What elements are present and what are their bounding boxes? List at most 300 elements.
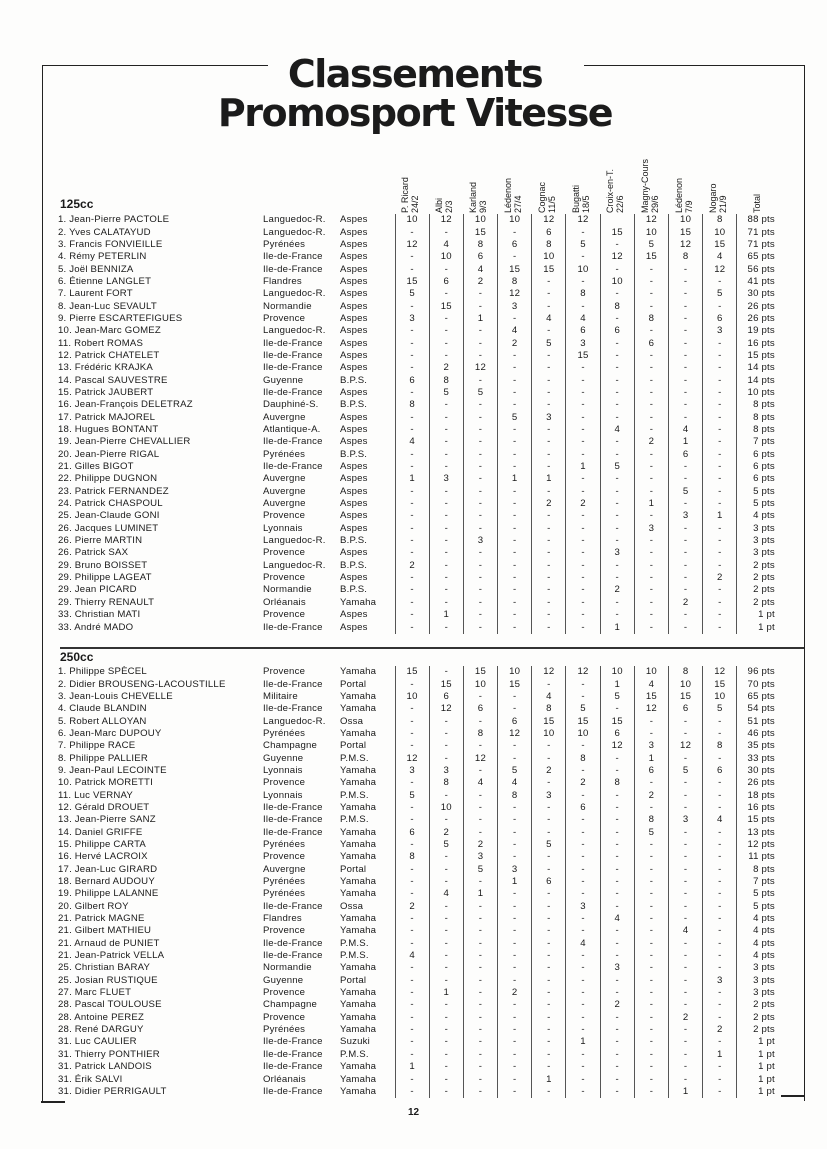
race-points: - xyxy=(395,486,429,498)
rider-brand: Yamaha xyxy=(340,801,377,813)
race-points: - xyxy=(669,263,703,275)
race-points: - xyxy=(429,864,463,876)
race-points: - xyxy=(669,572,703,584)
total-points: 88 pts xyxy=(737,214,787,226)
race-points: - xyxy=(395,424,429,436)
rider-brand: Aspes xyxy=(340,436,368,448)
total-points: 46 pts xyxy=(737,728,787,740)
rider-name: 1. Philippe SPÈCEL xyxy=(58,666,147,678)
race-points: 10 xyxy=(669,678,703,690)
total-points: 65 pts xyxy=(737,691,787,703)
race-points: - xyxy=(532,374,566,386)
race-points: 12 xyxy=(703,263,737,275)
race-points: - xyxy=(498,251,532,263)
race-points: - xyxy=(463,337,497,349)
rider-region: Ile-de-France xyxy=(263,349,323,361)
total-points: 7 pts xyxy=(737,436,787,448)
race-points: - xyxy=(395,913,429,925)
rider-name: 31. Patrick LANDOIS xyxy=(58,1061,152,1073)
race-points: - xyxy=(600,1036,634,1048)
race-points: - xyxy=(703,337,737,349)
race-points: 8 xyxy=(463,239,497,251)
rider-brand: B.P.S. xyxy=(340,584,368,596)
race-points: - xyxy=(395,387,429,399)
race-points: - xyxy=(463,1073,497,1085)
race-points: - xyxy=(429,789,463,801)
race-points: 2 xyxy=(703,1024,737,1036)
rider-name: 21. Gilbert MATHIEU xyxy=(58,925,152,937)
race-points: - xyxy=(498,999,532,1011)
race-points: 2 xyxy=(634,789,668,801)
race-points: 4 xyxy=(463,263,497,275)
race-points: 10 xyxy=(498,666,532,678)
race-points: - xyxy=(600,950,634,962)
race-points: - xyxy=(703,802,737,814)
total-points: 3 pts xyxy=(737,987,787,999)
race-points: 12 xyxy=(395,752,429,764)
total-points: 15 pts xyxy=(737,350,787,362)
race-points: - xyxy=(498,1049,532,1061)
race-points: 15 xyxy=(532,263,566,275)
rider-region: Ile-de-France xyxy=(263,900,323,912)
race-points: - xyxy=(429,1061,463,1073)
race-points: - xyxy=(669,802,703,814)
table-row xyxy=(58,523,787,535)
race-points: 6 xyxy=(600,325,634,337)
race-points: - xyxy=(566,851,600,863)
race-points: - xyxy=(395,777,429,789)
race-points: - xyxy=(463,1036,497,1048)
rider-name: 6. Jean-Marc DUPOUY xyxy=(58,727,162,739)
rider-brand: Suzuki xyxy=(340,1036,370,1048)
race-points: 1 xyxy=(669,1086,703,1098)
race-points: - xyxy=(395,584,429,596)
race-points: - xyxy=(600,1012,634,1024)
rider-brand: Yamaha xyxy=(340,764,377,776)
rider-brand: Yamaha xyxy=(340,1011,377,1023)
rider-brand: Yamaha xyxy=(340,826,377,838)
total-points: 70 pts xyxy=(737,678,787,690)
race-points: - xyxy=(703,300,737,312)
rider-name: 29. Philippe LAGEAT xyxy=(58,572,152,584)
race-points: - xyxy=(498,851,532,863)
race-points: - xyxy=(498,584,532,596)
race-points: - xyxy=(600,925,634,937)
race-points: - xyxy=(669,560,703,572)
race-points: - xyxy=(532,826,566,838)
race-points: 1 xyxy=(566,1036,600,1048)
total-points: 16 pts xyxy=(737,802,787,814)
race-points: - xyxy=(669,387,703,399)
rider-name: 21. Patrick MAGNE xyxy=(58,913,145,925)
race-points: - xyxy=(498,374,532,386)
race-points: - xyxy=(498,461,532,473)
total-points: 19 pts xyxy=(737,325,787,337)
race-points: - xyxy=(429,449,463,461)
total-points: 2 pts xyxy=(737,999,787,1011)
race-points: - xyxy=(703,621,737,633)
race-points: - xyxy=(532,276,566,288)
race-points: 8 xyxy=(532,703,566,715)
rider-brand: P.M.S. xyxy=(340,789,369,801)
race-points: - xyxy=(566,1073,600,1085)
race-points: - xyxy=(634,1061,668,1073)
table-row xyxy=(58,251,787,263)
section-label-250cc: 250cc xyxy=(60,650,94,664)
table-row xyxy=(58,597,787,609)
rider-brand: Portal xyxy=(340,740,367,752)
race-points: - xyxy=(498,387,532,399)
race-points: 3 xyxy=(634,740,668,752)
table-row xyxy=(58,864,787,876)
table-row xyxy=(58,313,787,325)
race-points: 10 xyxy=(600,276,634,288)
race-points: 1 xyxy=(634,498,668,510)
rider-region: Militaire xyxy=(263,690,298,702)
race-points: - xyxy=(395,987,429,999)
race-points: 3 xyxy=(463,851,497,863)
race-points: - xyxy=(498,510,532,522)
race-points: - xyxy=(703,547,737,559)
race-points: 3 xyxy=(669,510,703,522)
race-points: - xyxy=(498,436,532,448)
rider-brand: Yamaha xyxy=(340,876,377,888)
race-points: - xyxy=(395,226,429,238)
rider-name: 27. Marc FLUET xyxy=(58,987,132,999)
race-points: 15 xyxy=(703,239,737,251)
race-points: - xyxy=(463,950,497,962)
race-points: - xyxy=(566,374,600,386)
race-points: - xyxy=(669,584,703,596)
race-points: - xyxy=(395,1012,429,1024)
race-points: - xyxy=(703,1012,737,1024)
race-points: - xyxy=(566,740,600,752)
rider-region: Auvergne xyxy=(263,498,306,510)
rider-brand: P.M.S. xyxy=(340,752,369,764)
race-points: - xyxy=(703,362,737,374)
race-points: - xyxy=(498,560,532,572)
race-points: 10 xyxy=(395,214,429,226)
race-points: - xyxy=(600,572,634,584)
race-points: - xyxy=(498,1073,532,1085)
table-row xyxy=(58,1073,787,1085)
race-points: - xyxy=(429,715,463,727)
table-row xyxy=(58,572,787,584)
rider-region: Lyonnais xyxy=(263,522,303,534)
race-points: - xyxy=(566,814,600,826)
table-row xyxy=(58,715,787,727)
total-points: 26 pts xyxy=(737,313,787,325)
rider-region: Provence xyxy=(263,547,306,559)
race-points: - xyxy=(463,987,497,999)
total-points: 1 pt xyxy=(737,1049,787,1061)
rider-region: Ile-de-France xyxy=(263,950,323,962)
race-points: 8 xyxy=(429,374,463,386)
table-row xyxy=(58,584,787,596)
race-points: 4 xyxy=(429,888,463,900)
total-points: 71 pts xyxy=(737,239,787,251)
rider-brand: Yamaha xyxy=(340,962,377,974)
race-points: 1 xyxy=(566,461,600,473)
race-points: - xyxy=(429,436,463,448)
race-points: - xyxy=(463,789,497,801)
rider-name: 19. Philippe LALANNE xyxy=(58,888,159,900)
table-row xyxy=(58,1012,787,1024)
rider-name: 28. Pascal TOULOUSE xyxy=(58,999,162,1011)
rider-name: 29. Jean PICARD xyxy=(58,584,137,596)
race-points: 8 xyxy=(600,777,634,789)
race-points: 2 xyxy=(463,839,497,851)
race-points: - xyxy=(669,399,703,411)
race-points: - xyxy=(463,609,497,621)
race-points: - xyxy=(498,1086,532,1098)
rider-brand: Portal xyxy=(340,974,367,986)
table-row xyxy=(58,621,787,633)
race-points: 4 xyxy=(429,239,463,251)
rider-name: 3. Jean-Louis CHEVELLE xyxy=(58,690,173,702)
rider-region: Ile-de-France xyxy=(263,337,323,349)
total-points: 4 pts xyxy=(737,925,787,937)
rider-name: 18. Hugues BONTANT xyxy=(58,424,159,436)
race-points: - xyxy=(498,691,532,703)
race-points: - xyxy=(395,925,429,937)
rider-name: 29. Thierry RENAULT xyxy=(58,596,155,608)
race-points: 3 xyxy=(498,864,532,876)
rider-name: 13. Jean-Pierre SANZ xyxy=(58,814,156,826)
race-points: 3 xyxy=(498,300,532,312)
race-points: - xyxy=(429,814,463,826)
race-points: 15 xyxy=(600,715,634,727)
race-points: 2 xyxy=(669,597,703,609)
race-points: - xyxy=(669,1049,703,1061)
race-points: 4 xyxy=(498,325,532,337)
race-points: 1 xyxy=(463,888,497,900)
rider-name: 33. André MADO xyxy=(58,621,134,633)
race-points: - xyxy=(703,851,737,863)
page-title xyxy=(150,52,680,135)
race-points: - xyxy=(463,826,497,838)
race-points: 3 xyxy=(429,765,463,777)
race-points: - xyxy=(634,864,668,876)
race-points: - xyxy=(395,510,429,522)
race-points: - xyxy=(600,337,634,349)
total-points: 8 pts xyxy=(737,424,787,436)
table-row xyxy=(58,789,787,801)
race-points: - xyxy=(600,510,634,522)
rider-brand: Aspes xyxy=(340,461,368,473)
race-points: - xyxy=(463,1049,497,1061)
race-points: - xyxy=(566,1012,600,1024)
race-points: - xyxy=(703,609,737,621)
race-points: - xyxy=(600,609,634,621)
race-points: 6 xyxy=(634,765,668,777)
race-points: - xyxy=(634,999,668,1011)
race-points: - xyxy=(634,473,668,485)
race-points: 15 xyxy=(498,678,532,690)
rider-brand: Aspes xyxy=(340,362,368,374)
race-points: 10 xyxy=(463,214,497,226)
race-points: - xyxy=(463,1086,497,1098)
total-points: 7 pts xyxy=(737,876,787,888)
race-points: - xyxy=(600,752,634,764)
column-header-2: Karland 9/3 xyxy=(468,181,488,213)
race-points: 4 xyxy=(532,313,566,325)
race-points: - xyxy=(703,486,737,498)
race-points: - xyxy=(498,1024,532,1036)
race-points: 4 xyxy=(600,913,634,925)
race-points: - xyxy=(669,374,703,386)
race-points: - xyxy=(634,777,668,789)
table-row xyxy=(58,300,787,312)
total-points: 2 pts xyxy=(737,584,787,596)
rider-region: Pyrénées xyxy=(263,888,306,900)
race-points: 3 xyxy=(566,901,600,913)
race-points: 8 xyxy=(532,239,566,251)
rider-name: 10. Patrick MORETTI xyxy=(58,777,153,789)
race-points: 4 xyxy=(669,925,703,937)
race-points: - xyxy=(429,597,463,609)
rider-brand: Aspes xyxy=(340,485,368,497)
race-points: - xyxy=(634,621,668,633)
race-points: - xyxy=(532,1061,566,1073)
race-points: - xyxy=(463,486,497,498)
table-row xyxy=(58,226,787,238)
column-header-8: Lédenon 7/9 xyxy=(674,177,694,213)
race-points: - xyxy=(600,387,634,399)
rider-name: 8. Philippe PALLIER xyxy=(58,752,149,764)
race-points: - xyxy=(634,975,668,987)
race-points: - xyxy=(395,523,429,535)
rider-name: 9. Pierre ESCARTEFIGUES xyxy=(58,312,183,324)
rider-name: 25. Christian BARAY xyxy=(58,962,151,974)
race-points: - xyxy=(532,938,566,950)
race-points: - xyxy=(532,913,566,925)
rider-brand: Aspes xyxy=(340,621,368,633)
total-points: 3 pts xyxy=(737,547,787,559)
total-points: 8 pts xyxy=(737,399,787,411)
rider-region: Ile-de-France xyxy=(263,1048,323,1060)
race-points: 6 xyxy=(498,715,532,727)
race-points: - xyxy=(566,560,600,572)
total-points: 4 pts xyxy=(737,938,787,950)
rider-region: Auvergne xyxy=(263,473,306,485)
race-points: 2 xyxy=(395,901,429,913)
race-points: - xyxy=(600,263,634,275)
race-points: - xyxy=(532,888,566,900)
rider-region: Pyrénées xyxy=(263,727,306,739)
total-points: 13 pts xyxy=(737,826,787,838)
total-points: 6 pts xyxy=(737,449,787,461)
race-points: - xyxy=(703,839,737,851)
title-line-1: Classements xyxy=(287,52,543,96)
rider-name: 31. Luc CAULIER xyxy=(58,1036,137,1048)
race-points: 4 xyxy=(532,691,566,703)
race-points: 10 xyxy=(532,251,566,263)
rider-name: 15. Patrick JAUBERT xyxy=(58,386,154,398)
race-points: - xyxy=(566,765,600,777)
rider-brand: Aspes xyxy=(340,547,368,559)
race-points: 6 xyxy=(634,337,668,349)
table-row xyxy=(58,950,787,962)
rider-name: 14. Daniel GRIFFE xyxy=(58,826,143,838)
race-points: 4 xyxy=(634,678,668,690)
race-points: - xyxy=(566,1024,600,1036)
rider-name: 21. Jean-Patrick VELLA xyxy=(58,950,165,962)
race-points: - xyxy=(703,1061,737,1073)
race-points: - xyxy=(463,814,497,826)
race-points: 5 xyxy=(498,765,532,777)
race-points: - xyxy=(532,678,566,690)
race-points: - xyxy=(463,621,497,633)
race-points: 5 xyxy=(429,387,463,399)
race-points: - xyxy=(669,1036,703,1048)
table-row xyxy=(58,851,787,863)
race-points: 10 xyxy=(634,226,668,238)
table-row xyxy=(58,999,787,1011)
race-points: - xyxy=(395,1024,429,1036)
rider-brand: Yamaha xyxy=(340,1024,377,1036)
race-points: - xyxy=(566,449,600,461)
race-points: - xyxy=(600,597,634,609)
total-points: 12 pts xyxy=(737,839,787,851)
table-row xyxy=(58,913,787,925)
race-points: - xyxy=(703,412,737,424)
race-points: - xyxy=(395,740,429,752)
rider-brand: Aspes xyxy=(340,473,368,485)
race-points: 15 xyxy=(566,715,600,727)
race-points: - xyxy=(634,584,668,596)
race-points: - xyxy=(463,740,497,752)
race-points: - xyxy=(669,752,703,764)
table-row xyxy=(58,1036,787,1048)
race-points: - xyxy=(429,740,463,752)
race-points: - xyxy=(532,461,566,473)
race-points: - xyxy=(634,901,668,913)
race-points: - xyxy=(634,888,668,900)
total-points: 5 pts xyxy=(737,498,787,510)
race-points: 8 xyxy=(395,851,429,863)
race-points: - xyxy=(634,950,668,962)
total-points: 18 pts xyxy=(737,789,787,801)
rider-name: 28. René DARGUY xyxy=(58,1024,144,1036)
rider-brand: Yamaha xyxy=(340,987,377,999)
race-points: - xyxy=(532,621,566,633)
rider-name: 9. Jean-Paul LECOINTE xyxy=(58,764,167,776)
rider-brand: Yamaha xyxy=(340,851,377,863)
race-points: 8 xyxy=(498,789,532,801)
race-points: 5 xyxy=(463,864,497,876)
race-points: - xyxy=(463,399,497,411)
race-points: - xyxy=(532,950,566,962)
rider-name: 12. Patrick CHATELET xyxy=(58,349,160,361)
race-points: - xyxy=(395,888,429,900)
race-points: - xyxy=(634,1024,668,1036)
race-points: - xyxy=(395,1086,429,1098)
race-points: - xyxy=(429,535,463,547)
rider-name: 3. Francis FONVIEILLE xyxy=(58,238,163,250)
race-points: - xyxy=(669,337,703,349)
race-points: 12 xyxy=(634,214,668,226)
race-points: 6 xyxy=(395,826,429,838)
race-points: - xyxy=(498,362,532,374)
rider-brand: Aspes xyxy=(340,386,368,398)
total-points: 1 pt xyxy=(737,609,787,621)
race-points: - xyxy=(429,572,463,584)
race-points: 12 xyxy=(669,740,703,752)
rider-region: Ile-de-France xyxy=(263,1036,323,1048)
race-points: 1 xyxy=(600,621,634,633)
race-points: 2 xyxy=(498,337,532,349)
